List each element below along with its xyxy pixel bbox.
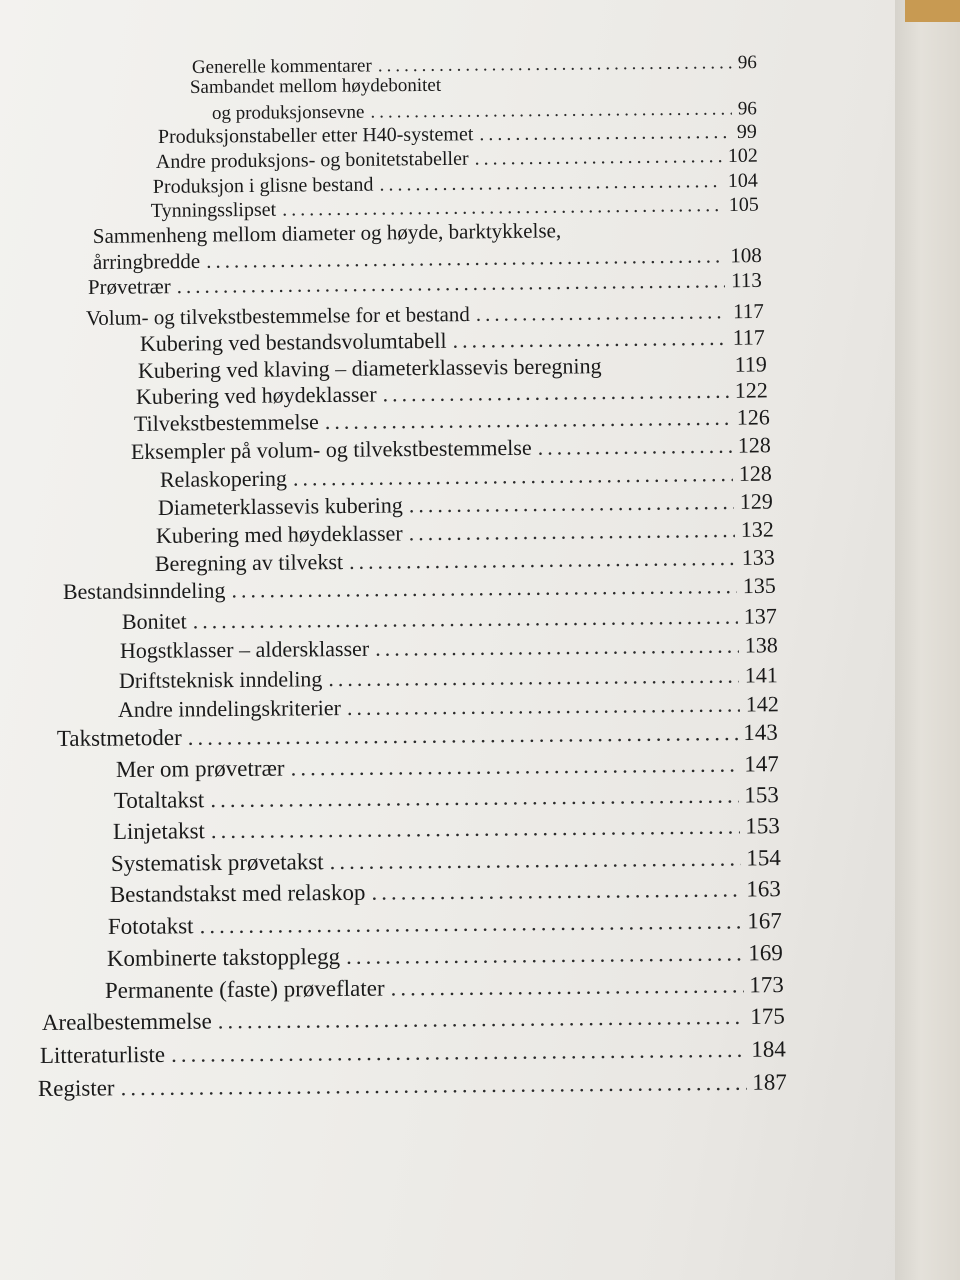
- toc-entry-title: Sammenheng mellom diameter og høyde, barktykkelse,: [92, 218, 562, 249]
- toc-entry-title: Tynningsslipset: [150, 198, 277, 223]
- toc-entry-page: 128: [738, 460, 772, 486]
- toc-entry-title: Kombinerte takstopplegg: [106, 943, 341, 972]
- toc-entry: [118, 691, 779, 722]
- toc-leader-dots: [210, 783, 738, 814]
- toc-entry-title: Bonitet: [121, 608, 187, 634]
- toc-entry: [114, 782, 779, 814]
- toc-entry-page: 173: [749, 972, 784, 998]
- toc-entry-title: Bestandsinndeling: [62, 577, 226, 604]
- toc-entry: [108, 908, 782, 940]
- toc-entry: [110, 876, 781, 908]
- toc-entry-page: 99: [736, 120, 757, 143]
- toc-entry-title: og produksjonsevne: [211, 101, 365, 125]
- toc-entry-title: Tilvekstbestemmelse: [133, 409, 319, 437]
- toc-entry-title: Takstmetoder: [56, 724, 182, 752]
- toc-entry-page: 113: [730, 267, 762, 293]
- toc-leader-dots: [293, 461, 733, 491]
- toc-entry-title: Hogstklasser – aldersklasser: [119, 635, 370, 663]
- toc-entry: [120, 632, 778, 663]
- toc-entry-page: 141: [744, 662, 778, 688]
- toc-entry-title: årringbredde: [92, 248, 201, 274]
- toc-leader-dots: [177, 268, 726, 298]
- toc-entry-page: 163: [746, 876, 781, 902]
- toc-leader-dots: [409, 517, 735, 546]
- toc-entry: [105, 972, 784, 1004]
- toc-entry-title: Produksjon i glisne bestand: [152, 173, 374, 199]
- toc-entry: [156, 145, 758, 174]
- toc-entry-page: 132: [740, 516, 774, 542]
- toc-entry-title: Register: [37, 1075, 115, 1101]
- toc-leader-dots: [474, 145, 722, 171]
- toc-entry: [40, 1036, 786, 1069]
- toc-entry-title: Sambandet mellom høydebonitet: [189, 74, 442, 99]
- toc-leader-dots: [409, 489, 734, 518]
- toc-entry-page: 143: [743, 719, 778, 746]
- toc-leader-dots: [347, 692, 740, 721]
- toc-entry-page: 119: [734, 351, 767, 377]
- toc-leader-dots: [325, 405, 731, 435]
- toc-entry-title: Volum- og tilvekstbestemmelse for et bestand: [85, 301, 470, 330]
- toc-entry-title: Kubering ved bestandsvolumtabell: [139, 327, 447, 357]
- toc-entry: [119, 662, 778, 693]
- toc-leader-dots: [231, 573, 737, 603]
- toc-entry-title: Kubering ved klaving – diameterklassevis beregning: [137, 353, 602, 384]
- toc-leader-dots: [211, 814, 740, 845]
- toc-entry-title: Prøvetrær: [87, 274, 171, 299]
- toc-leader-dots: [379, 170, 722, 197]
- toc-entry-title: Relaskopering: [159, 465, 288, 493]
- toc-entry: [116, 751, 779, 783]
- toc-entry-page: 147: [744, 751, 779, 777]
- toc-entry-title: Beregning av tilvekst: [154, 549, 344, 576]
- toc-entry-page: 175: [750, 1003, 785, 1029]
- toc-entry-title: Kubering ved høydeklasser: [135, 381, 377, 410]
- toc-entry-page: 128: [737, 432, 771, 458]
- toc-entry-page: 153: [745, 813, 780, 839]
- toc-entry-page: 96: [737, 98, 757, 120]
- toc-entry-title: Generelle kommentarer: [191, 55, 372, 79]
- toc-entry-title: Linjetakst: [112, 818, 205, 845]
- toc-entry-page: 104: [727, 169, 758, 192]
- toc-entry-page: 133: [741, 544, 775, 570]
- toc-entry-title: Eksempler på volum- og tilvekstbestemmelse: [130, 434, 532, 465]
- toc-entry: [57, 720, 778, 753]
- toc-entry-page: 129: [739, 488, 773, 514]
- toc-leader-dots: [188, 720, 738, 751]
- toc-leader-dots: [452, 325, 726, 353]
- toc-entry-page: 105: [728, 193, 759, 216]
- toc-entry-page: 153: [744, 782, 779, 808]
- toc-entry: [134, 404, 770, 436]
- toc-entry: [63, 573, 776, 605]
- toc-entry-page: 187: [752, 1069, 787, 1095]
- toc-entry-page: 96: [737, 52, 757, 74]
- toc-leader-dots: [199, 908, 741, 939]
- toc-entry-page: 142: [745, 691, 779, 717]
- toc-entry-page: 126: [736, 404, 770, 430]
- toc-entry: [42, 1004, 785, 1037]
- toc-entry-page: 138: [744, 632, 778, 658]
- book-cover-corner: [905, 0, 960, 22]
- toc-entry: [113, 813, 780, 845]
- toc-entry-title: Totaltakst: [113, 787, 205, 814]
- toc-leader-dots: [370, 98, 732, 123]
- toc-entry-title: Systematisk prøvetakst: [110, 849, 324, 877]
- toc-entry-page: 117: [732, 298, 764, 324]
- toc-entry-page: 108: [730, 242, 762, 268]
- toc-leader-dots: [375, 633, 739, 661]
- toc-entry-title: Andre produksjons- og bonitetstabeller: [155, 147, 469, 174]
- toc-entry: [190, 72, 757, 99]
- toc-entry-page: 122: [734, 377, 768, 403]
- toc-entry-page: 102: [727, 144, 758, 168]
- toc-leader-dots: [329, 846, 740, 876]
- toc-leader-dots: [290, 752, 738, 782]
- toc-entry-title: Andre inndelingskriterier: [117, 695, 341, 722]
- toc-entry-title: Driftsteknisk inndeling: [118, 666, 323, 693]
- toc-entry: [158, 489, 773, 521]
- toc-entry-page: 184: [751, 1036, 786, 1062]
- toc-entry-page: 167: [747, 908, 782, 934]
- toc-entry: [122, 603, 777, 634]
- toc-leader-dots: [346, 940, 743, 970]
- toc-entry-title: Arealbestemmelse: [41, 1008, 212, 1035]
- toc-entry-page: 135: [742, 572, 776, 599]
- toc-entry: [107, 940, 783, 972]
- toc-entry-page: 137: [743, 603, 777, 629]
- toc-leader-dots: [390, 972, 743, 1002]
- toc-entry: [38, 1069, 787, 1102]
- toc-entry-title: Litteraturliste: [39, 1041, 166, 1068]
- toc-entry-title: Permanente (faste) prøveflater: [104, 975, 385, 1004]
- toc-leader-dots: [349, 545, 736, 574]
- toc-leader-dots: [120, 1070, 746, 1102]
- toc-leader-dots: [193, 604, 738, 634]
- toc-entry-title: Diameterklassevis kubering: [157, 492, 403, 520]
- toc-leader-dots: [382, 378, 729, 407]
- toc-leader-dots: [371, 876, 740, 906]
- toc-entry-title: Fototakst: [107, 913, 194, 940]
- toc-entry-page: 117: [732, 324, 765, 350]
- toc-leader-dots: [218, 1004, 745, 1035]
- toc-leader-dots: [538, 433, 732, 460]
- toc-entry-title: Bestandstakst med relaskop: [109, 879, 366, 908]
- toc-entry-title: Mer om prøvetrær: [115, 755, 285, 783]
- toc-entry-page: 169: [748, 940, 783, 966]
- toc-leader-dots: [328, 663, 739, 692]
- toc-entry: [160, 461, 772, 493]
- toc-entry: [156, 517, 774, 549]
- toc-entry-title: Produksjonstabeller etter H40-systemet: [157, 123, 474, 149]
- toc-entry: [155, 545, 775, 577]
- toc-leader-dots: [476, 299, 728, 326]
- toc-entry-page: 154: [746, 845, 781, 871]
- page-edge: [895, 0, 960, 1280]
- toc-entry: [111, 845, 781, 877]
- toc-leader-dots: [171, 1037, 746, 1068]
- toc-leader-dots: [479, 121, 731, 146]
- toc-entry: [131, 432, 771, 464]
- toc-entry-title: Kubering med høydeklasser: [155, 520, 403, 548]
